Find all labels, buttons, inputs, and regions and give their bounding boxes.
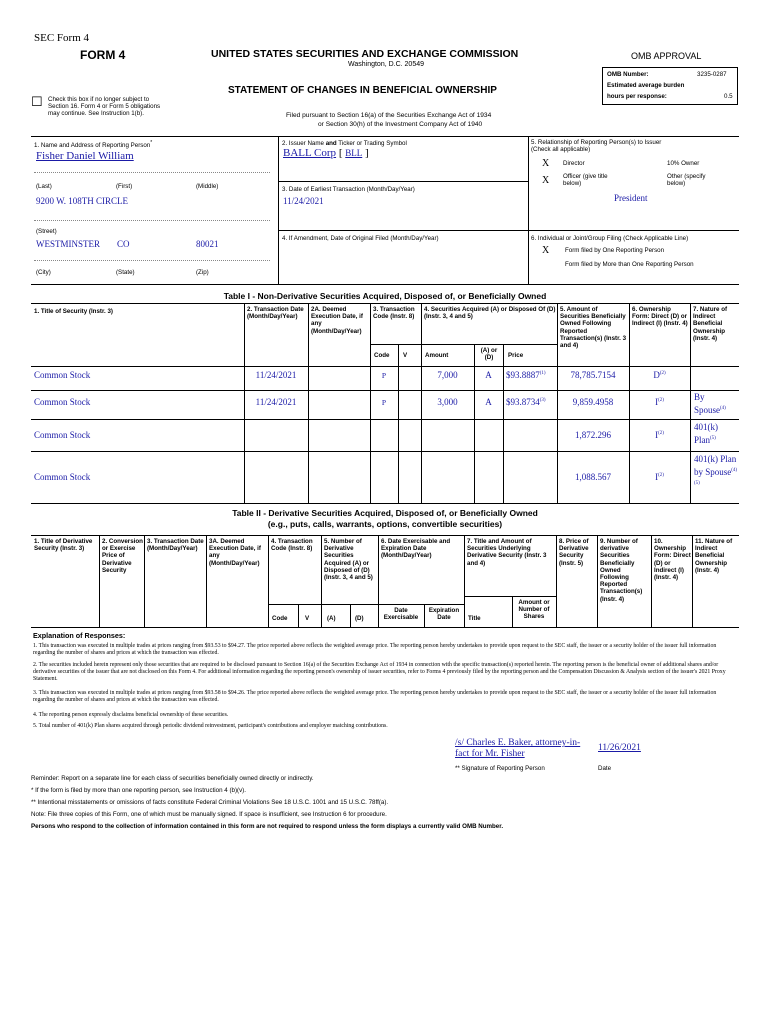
t1-row1-security: Common Stock (34, 370, 91, 380)
t1-header-code: 3. Transaction Code (Instr. 8) (373, 306, 415, 321)
director-label: Director (563, 160, 585, 167)
t2-header-title: 1. Title of Derivative Security (Instr. 3) (34, 538, 93, 553)
no-longer-subject-checkbox[interactable]: ☐ (31, 94, 43, 109)
t1-header-deemed: 2A. Deemed Execution Date, if any (Month/Day/Year) (311, 306, 363, 335)
one-person-label: Form filed by One Reporting Person (565, 247, 665, 254)
explanation-note-4: 4. The reporting person expressly disclaims beneficial ownership of these securities. (33, 712, 229, 718)
burden-label-2: hours per response: (607, 93, 667, 100)
t1-row2-date: 11/24/2021 (255, 397, 297, 407)
burden-value: 0.5 (724, 93, 733, 100)
signature-label: ** Signature of Reporting Person (455, 765, 545, 772)
t1-row1-code: P (381, 371, 387, 380)
t1-row1-form: $D^{(2)}$ (653, 370, 666, 380)
t1-header-ownership-form: 6. Ownership Form: Direct (D) or Indirect (I) (Instr. 4) (632, 306, 688, 328)
omb-number-label: OMB Number: (607, 71, 649, 78)
t2-header-owned: 9. Number of derivative Securities Beneficially Owned Following Reported Transaction(s) (Instr. 4) (600, 538, 643, 603)
t1-row2-nature: By Spouse$^{(4)}$ (694, 392, 726, 415)
t2-header-conversion: 2. Conversion or Exercise Price of Derivative Security (102, 538, 143, 574)
explanation-note-1: 1. This transaction was executed in multiple trades at prices ranging from $93.53 to $94.27. The price reported above reflects the weighted average price. The reporting person hereby undertakes to provide upon request to the SEC staff, the issuer or a security holder of the issuer full information regarding the number of shares and prices at which the transaction was effected. (33, 643, 717, 656)
t2-header-price: 8. Price of Derivative Security (Instr. 5) (559, 538, 589, 567)
statement-title: STATEMENT OF CHANGES IN BENEFICIAL OWNERSHIP (228, 85, 497, 96)
t2-subheader-title: Title (468, 615, 481, 622)
t2-subheader-a: (A) (327, 615, 336, 622)
t2-header-deemed: 3A. Deemed Execution Date, if any (Month/Day/Year) (209, 538, 261, 567)
checkbox-text: Check this box if no longer subject to Section 16. Form 4 or Form 5 obligations may continue. See Instruction 1(b). (48, 96, 161, 118)
burden-label-1: Estimated average burden (607, 82, 685, 89)
ten-percent-owner-label: 10% Owner (667, 160, 700, 167)
form-title: FORM 4 (80, 48, 126, 62)
one-person-checkmark: X (542, 245, 550, 256)
t1-row4-form: $I^{(2)}$ (655, 472, 664, 482)
t2-header-ownership-form: 10. Ownership Form: Direct (D) or Indirect (I) (Instr. 4) (654, 538, 691, 582)
earliest-transaction-label: 3. Date of Earliest Transaction (Month/Day/Year) (282, 186, 415, 193)
footer-misstatements: ** Intentional misstatements or omissions of facts constitute Federal Criminal Violations See 18 U.S.C. 1001 and 15 U.S.C. 78ff(a). (31, 799, 389, 806)
t1-row3-owned: 1,872.296 (575, 430, 611, 440)
t2-subheader-code: Code (272, 615, 288, 622)
t1-row1-price: $93.8887$^{(1)}$ (506, 370, 546, 380)
individual-filing-label: 6. Individual or Joint/Group Filing (Check Applicable Line) (531, 235, 689, 242)
t1-header-title: 1. Title of Security (Instr. 3) (34, 308, 113, 315)
footer-note: Note: File three copies of this Form, one of which must be manually signed. If space is insufficient, see Instruction 6 for procedure. (31, 811, 387, 818)
footer-reminder: Reminder: Report on a separate line for each class of securities beneficially owned directly or indirectly. (31, 775, 314, 782)
t1-row2-owned: 9,859.4958 (572, 397, 614, 407)
first-label: (First) (116, 183, 133, 190)
t1-subheader-amount: Amount (425, 352, 449, 359)
t1-row1-owned: 78,785.7154 (570, 370, 616, 380)
t1-subheader-price: Price (508, 352, 524, 359)
explanation-note-3: 3. This transaction was executed in multiple trades at prices ranging from $93.58 to $94.26. The price reported above reflects the weighted average price. The reporting person hereby undertakes to provide upon request to the SEC staff, the issuer or a security holder of the issuer full information regarding the number of shares and prices at which the transaction was effected. (33, 690, 717, 703)
t2-header-number: 5. Number of Derivative Securities Acquired (A) or Disposed of (D) (Instr. 3, 4 and 5) (324, 538, 373, 582)
amendment-label: 4. If Amendment, Date of Original Filed (Month/Day/Year) (282, 235, 439, 242)
officer-label: Officer (give title below) (563, 173, 608, 188)
t1-row4-security: Common Stock (34, 472, 91, 482)
date-label: Date (598, 765, 612, 772)
signature: /s/ Charles E. Baker, attorney-in- fact for Mr. Fisher (455, 738, 581, 759)
explanation-heading: Explanation of Responses: (33, 631, 126, 640)
footer-omb-notice: Persons who respond to the collection of information contained in this form are not required to respond unless the form displays a currently valid OMB Number. (31, 823, 504, 830)
t1-row2-a-or-d: A (485, 397, 492, 407)
t2-subheader-amount: Amount or Number of Shares (518, 599, 550, 621)
t1-header-date: 2. Transaction Date (Month/Day/Year) (247, 306, 304, 321)
reporting-person-label: 1. Name and Address of Reporting Person* (34, 140, 153, 150)
explanation-note-5: 5. Total number of 401(k) Plan shares acquired through periodic dividend reinvestment, participant's contributions and employer matching contributions. (33, 723, 388, 729)
filed-pursuant-1: Filed pursuant to Section 16(a) of the Securities Exchange Act of 1934 (286, 112, 492, 119)
t2-header-nature: 11. Nature of Indirect Beneficial Ownership (Instr. 4) (695, 538, 733, 574)
filed-pursuant-2: or Section 30(h) of the Investment Company Act of 1940 (318, 121, 483, 128)
officer-checkmark: X (542, 175, 550, 186)
other-label: Other (specify below) (667, 173, 706, 188)
zip: 80021 (196, 239, 219, 249)
table2-title-1: Table II - Derivative Securities Acquired, Disposed of, or Beneficially Owned (232, 508, 538, 518)
state: CO (117, 239, 130, 249)
t2-header-date: 3. Transaction Date (Month/Day/Year) (147, 538, 204, 553)
earliest-transaction-date: 11/24/2021 (283, 196, 324, 206)
t2-header-exercisable: 6. Date Exercisable and Expiration Date (Month/Day/Year) (381, 538, 451, 560)
t1-subheader-v: V (403, 352, 408, 359)
officer-title: President (614, 193, 648, 203)
signature-date: 11/26/2021 (598, 743, 641, 753)
commission-title: UNITED STATES SECURITIES AND EXCHANGE COMMISSION (211, 48, 519, 60)
last-label: (Last) (36, 183, 52, 190)
t1-row3-security: Common Stock (34, 430, 91, 440)
more-person-label: Form filed by More than One Reporting Person (565, 261, 694, 268)
relationship-label: 5. Relationship of Reporting Person(s) to Issuer (Check all applicable) (531, 139, 662, 154)
t1-row1-date: 11/24/2021 (255, 370, 297, 380)
omb-approval-title: OMB APPROVAL (631, 51, 702, 61)
omb-number: 3235-0287 (697, 71, 727, 78)
city: WESTMINSTER (36, 239, 100, 249)
issuer-label: 2. Issuer Name and Ticker or Trading Symbol (282, 140, 407, 147)
t2-header-code: 4. Transaction Code (Instr. 8) (271, 538, 313, 553)
street-address: 9200 W. 108TH CIRCLE (36, 196, 129, 206)
t1-row4-nature: 401(k) Plan by Spouse$^{(4)}$ $^{(5)}$ (694, 454, 738, 486)
t1-row2-price: $93.8734$^{(3)}$ (506, 397, 546, 407)
t1-row3-form: $I^{(2)}$ (655, 430, 664, 440)
t1-header-acquired: 4. Securities Acquired (A) or Disposed Of (D) (Instr. 3, 4 and 5) (424, 306, 556, 321)
table1-title: Table I - Non-Derivative Securities Acquired, Disposed of, or Beneficially Owned (223, 291, 547, 301)
zip-label: (Zip) (196, 269, 209, 276)
t2-header-underlying: 7. Title and Amount of Securities Underlying Derivative Security (Instr. 3 and 4) (467, 538, 547, 567)
middle-label: (Middle) (196, 183, 219, 190)
t1-header-amount-owned: 5. Amount of Securities Beneficially Owned Following Reported Transaction(s) (Instr. 3 and 4) (560, 306, 627, 350)
sec-form-label: SEC Form 4 (34, 32, 90, 44)
commission-location: Washington, D.C. 20549 (348, 61, 425, 68)
table2-title-2: (e.g., puts, calls, warrants, options, convertible securities) (267, 519, 503, 529)
city-label: (City) (36, 269, 51, 276)
footer-multiple-persons: * If the form is filed by more than one reporting person, see Instruction 4 (b)(v). (31, 787, 246, 794)
reporting-person-name: Fisher Daniel William (36, 150, 134, 162)
t1-row1-a-or-d: A (485, 370, 492, 380)
t2-subheader-expiration: Expiration Date (428, 607, 460, 622)
t2-subheader-v: V (305, 615, 310, 622)
t1-row2-form: $I^{(2)}$ (655, 397, 664, 407)
issuer-name: BALL Corp [ BLL ] (283, 147, 369, 159)
explanation-note-2: 2. The securities included herein represent only those securities that are required to be disclosed pursuant to Section 16(a) of the Securities Exchange Act of 1934 in connection with the specific transaction(s) reported herein. The reporting person is the beneficial owner of additional shares and/or derivative securities of the issuer that are not disclosed on this Form 4. For additional information regarding the reporting person's ownership of issuer securities, refer to Forms 4 previously filed by the reporting person and the Compensation Discussion & Analysis section of the issuer's 2021 Proxy Statement. (33, 662, 726, 682)
t2-subheader-date-exercisable: Date Exercisable (383, 607, 419, 622)
t1-row4-owned: 1,088.567 (575, 472, 611, 482)
t1-row2-code: P (381, 398, 387, 407)
t1-subheader-a-or-d: (A) or (D) (480, 347, 498, 362)
t1-row2-security: Common Stock (34, 397, 91, 407)
street-label: (Street) (36, 228, 57, 235)
t2-subheader-d: (D) (355, 615, 364, 622)
state-label: (State) (116, 269, 135, 276)
t1-header-nature: 7. Nature of Indirect Beneficial Ownership (Instr. 4) (693, 306, 728, 342)
t1-row1-amount: 7,000 (437, 370, 458, 380)
t1-row3-nature: 401(k) Plan$^{(5)}$ (694, 422, 718, 445)
director-checkmark: X (542, 158, 550, 169)
t1-row2-amount: 3,000 (437, 397, 458, 407)
t1-subheader-code: Code (374, 352, 390, 359)
